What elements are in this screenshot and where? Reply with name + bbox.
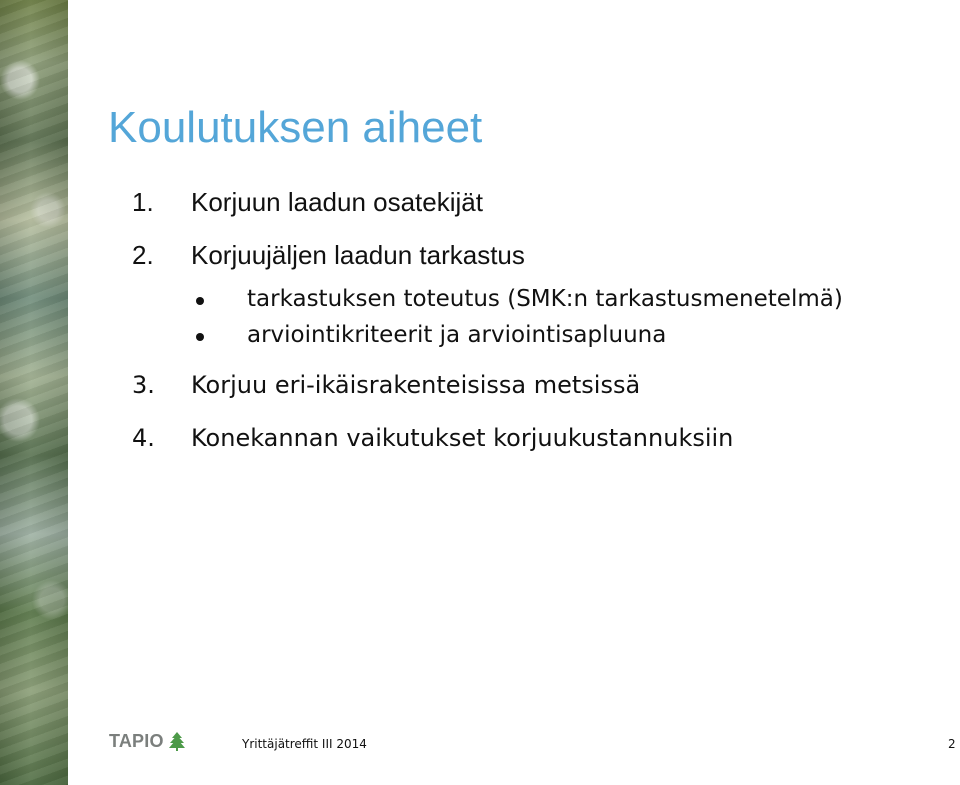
- agenda-item-2-bullet-2-text: arviointikriteerit ja arviointisapluuna: [247, 322, 667, 348]
- agenda-item-4-number: 4.: [132, 424, 155, 452]
- agenda-item-1-text: Korjuun laadun osatekijät: [191, 187, 483, 217]
- agenda-item-2-text: Korjuujäljen laadun tarkastus: [191, 240, 525, 270]
- slide-title: Koulutuksen aiheet: [108, 103, 483, 152]
- bullet-icon: [196, 333, 204, 341]
- agenda-item-2-number: 2.: [132, 240, 154, 270]
- agenda-item-1-number: 1.: [132, 187, 154, 217]
- tree-icon: [168, 731, 186, 751]
- page-number: 2: [948, 737, 956, 751]
- decorative-forest-image-strip: [0, 0, 68, 785]
- agenda-item-4-text: Konekannan vaikutukset korjuukustannuksiin: [191, 424, 734, 452]
- agenda-item-2-bullet-1-text: tarkastuksen toteutus (SMK:n tarkastusmenetelmä): [247, 286, 843, 312]
- footer-event-name: Yrittäjätreffit III 2014: [242, 737, 367, 751]
- tapio-logo-text: TAPIO: [109, 731, 164, 751]
- bullet-icon: [196, 297, 204, 305]
- agenda-item-3-text: Korjuu eri-ikäisrakenteisissa metsissä: [191, 371, 641, 399]
- tapio-logo: [109, 731, 186, 751]
- agenda-item-3-number: 3.: [132, 371, 155, 399]
